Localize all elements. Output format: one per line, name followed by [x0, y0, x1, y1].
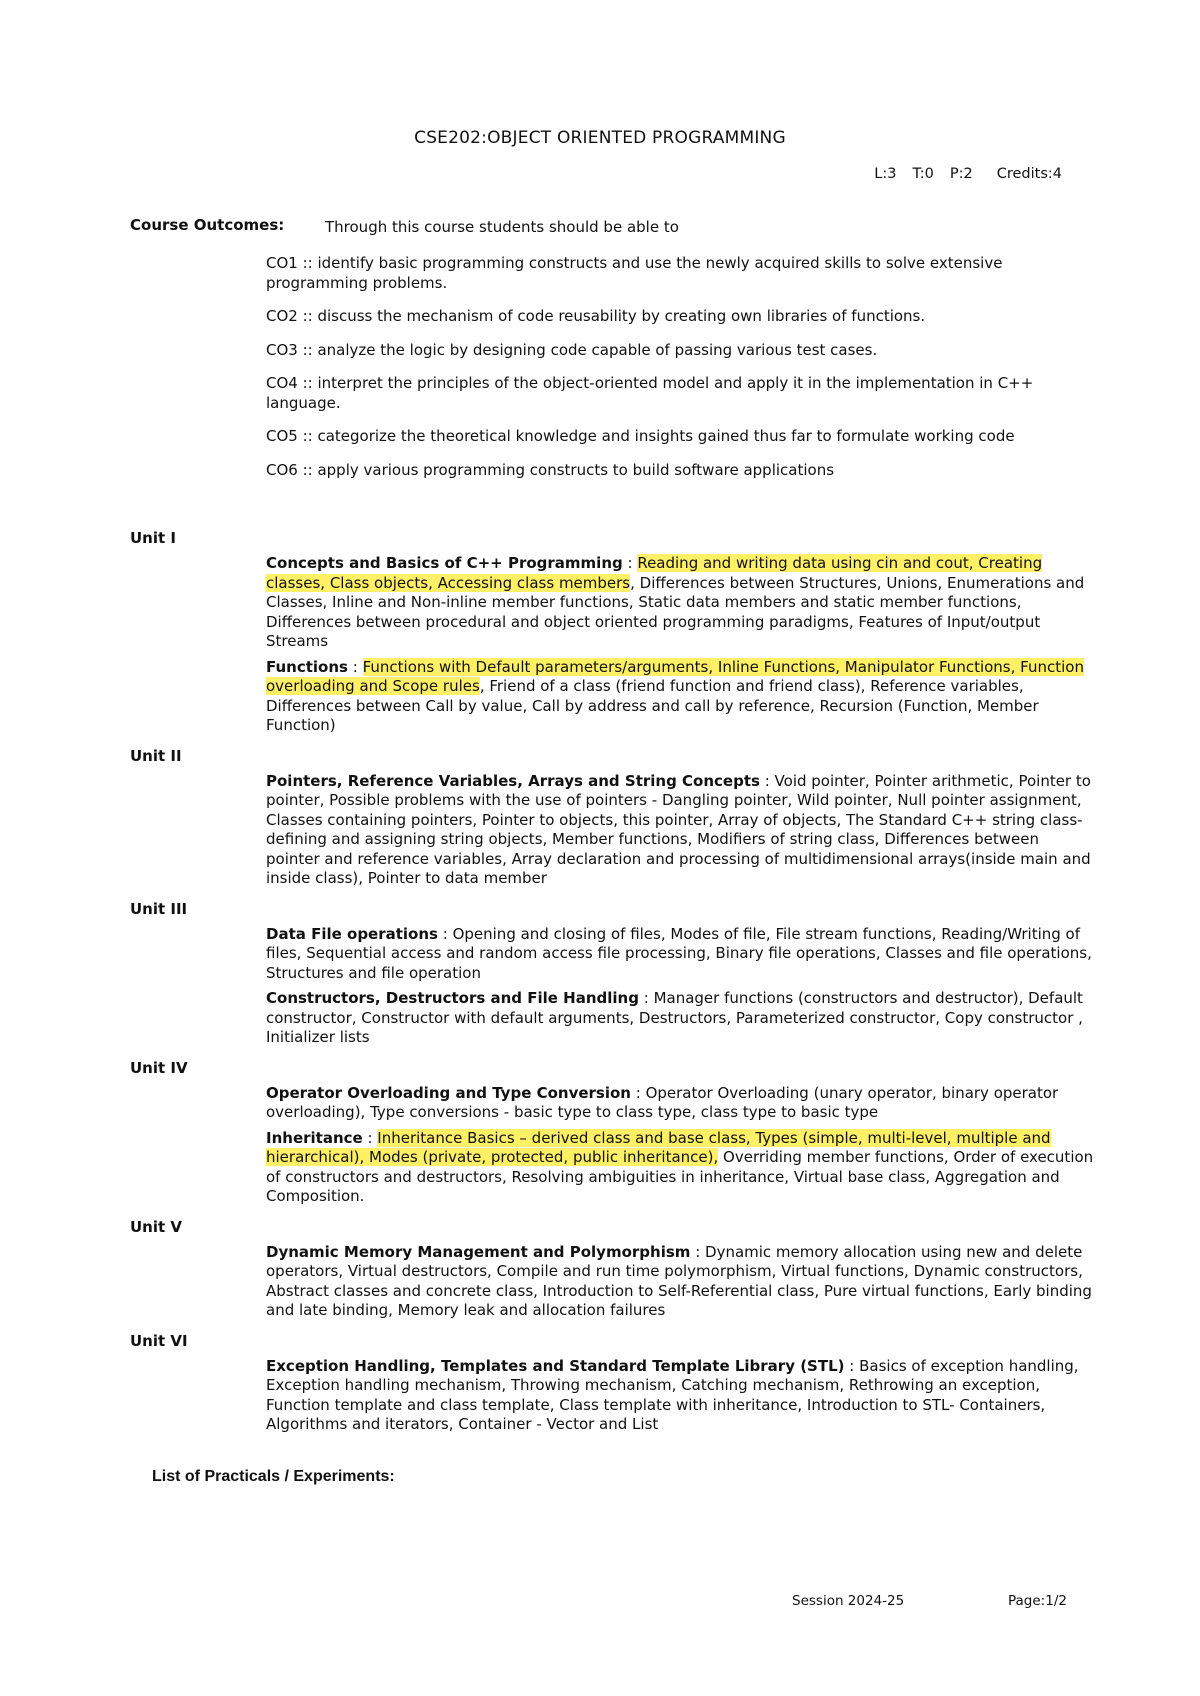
topic-title: Exception Handling, Templates and Standard Template Library (STL)	[266, 1356, 845, 1375]
course-outcome-item: CO3 :: analyze the logic by designing code capable of passing various test cases.	[266, 340, 878, 359]
unit-topic: Inheritance : Inheritance Basics – derived class and base class, Types (simple, multi-level, multiple and hierarchical), Modes (private, protected, public inheritance), Overriding member functions, Order of execution of constructors and destructors, Resolving ambiguities in inheritance, Virtual base class, Aggregation and Composition.	[266, 1128, 1094, 1205]
topic-title: Inheritance	[266, 1128, 363, 1147]
topic-highlight: Reading and writing data using cin and cout, Creating classes, Class objects, Accessing class members	[266, 554, 1043, 592]
topic-body: Basics of exception handling, Exception handling mechanism, Throwing mechanism, Catching mechanism, Rethrowing an exception, Function template and class template, Class template with inheritance, Introduction to STL- Containers, Algorithms and iterators, Container - Vector and List	[266, 1356, 1079, 1433]
practicals-heading: List of Practicals / Experiments:	[152, 1468, 395, 1485]
unit-topic: Operator Overloading and Type Conversion : Operator Overloading (unary operator, binary operator overloading), Type conversions - basic type to class type, class type to basic type	[266, 1083, 1059, 1121]
credit-structure	[874, 166, 1062, 182]
course-outcomes-list	[266, 254, 1066, 494]
lecture-hours: L:3	[874, 166, 897, 182]
total-credits: Credits:4	[996, 166, 1062, 182]
unit-topic: Data File operations : Opening and closing of files, Modes of file, File stream functions, Reading/Writing of files, Sequential access and random access file processing, Binary file operations, Classes and file operations, Structures and file operation	[266, 924, 1092, 982]
topic-title: Pointers, Reference Variables, Arrays and String Concepts	[266, 771, 760, 790]
tutorial-hours: T:0	[912, 166, 934, 182]
topic-title: Data File operations	[266, 924, 438, 943]
course-title: CSE202:OBJECT ORIENTED PROGRAMMING	[414, 128, 786, 148]
course-outcome-item: CO6 :: apply various programming constructs to build software applications	[266, 460, 835, 479]
topic-title: Concepts and Basics of C++ Programming	[266, 554, 623, 572]
unit-label: Unit III	[130, 899, 188, 918]
unit-label: Unit I	[130, 529, 176, 547]
unit-label: Unit II	[130, 746, 182, 765]
unit-topic: Pointers, Reference Variables, Arrays and String Concepts : Void pointer, Pointer arithmetic, Pointer to pointer, Possible problems with the use of pointers - Dangling pointer, Wild pointer, Null pointer assignment, Classes containing pointers, Pointer to objects, this pointer, Array of objects, The Standard C++ string class-defining and assigning string objects, Member functions, Modifiers of string class, Differences between pointer and reference variables, Array declaration and processing of multidimensional arrays(inside main and inside class), Pointer to data member	[266, 771, 1091, 887]
unit-topic: Functions : Functions with Default parameters/arguments, Inline Functions, Manipulator Functions, Function overloading and Scope rules, Friend of a class (friend function and friend class), Reference variables, Differences between Call by value, Call by address and call by reference, Recursion (Function, Member Function)	[266, 657, 1084, 734]
topic-title: Dynamic Memory Management and Polymorphism	[266, 1242, 691, 1261]
topic-body: Void pointer, Pointer arithmetic, Pointer to pointer, Possible problems with the use of pointers - Dangling pointer, Wild pointer, Null pointer assignment, Classes containing pointers, Pointer to objects, this pointer, Array of objects, The Standard C++ string class-defining and assigning string objects, Member functions, Modifiers of string class, Differences between pointer and reference variables, Array declaration and processing of multidimensional arrays(inside main and inside class), Pointer to data member	[266, 771, 1091, 887]
topic-body: , Differences between Structures, Unions, Enumerations and Classes, Inline and Non-inline member functions, Static data members and static member functions, Differences between procedural and object oriented programming paradigms, Features of Input/output Streams	[266, 573, 1085, 650]
topic-body: Opening and closing of files, Modes of file, File stream functions, Reading/Writing of files, Sequential access and random access file processing, Binary file operations, Classes and file operations, Structures and file operation	[266, 924, 1092, 982]
unit-topic: Exception Handling, Templates and Standard Template Library (STL) : Basics of exception handling, Exception handling mechanism, Throwing mechanism, Catching mechanism, Rethrowing an exception, Function template and class template, Class template with inheritance, Introduction to STL- Containers, Algorithms and iterators, Container - Vector and List	[266, 1356, 1079, 1433]
course-outcome-item: CO2 :: discuss the mechanism of code reusability by creating own libraries of functions.	[266, 307, 926, 325]
unit-label: Unit IV	[130, 1058, 188, 1077]
topic-highlight: Functions with Default parameters/arguments, Inline Functions, Manipulator Functions, Function overloading and Scope rules	[266, 657, 1084, 695]
topic-body: Manager functions (constructors and destructor), Default constructor, Constructor with default arguments, Destructors, Parameterized constructor, Copy constructor , Initializer lists	[266, 989, 1083, 1046]
unit-label: Unit VI	[130, 1331, 188, 1350]
unit-topic: Concepts and Basics of C++ Programming : Reading and writing data using cin and cout, Creating classes, Class objects, Accessing class members, Differences between Structures, Unions, Enumerations and Classes, Inline and Non-inline member functions, Static data members and static member functions, Differences between procedural and object oriented programming paradigms, Features of Input/output Streams	[266, 554, 1085, 650]
topic-highlight: Inheritance Basics – derived class and base class, Types (simple, multi-level, multiple and hierarchical), Modes (private, protected, public inheritance),	[266, 1128, 1051, 1166]
topic-body: Operator Overloading (unary operator, binary operator overloading), Type conversions - basic type to class type, class type to basic type	[266, 1083, 1059, 1121]
topic-body: Overriding member functions, Order of execution of constructors and destructors, Resolving ambiguities in inheritance, Virtual base class, Aggregation and Composition.	[266, 1148, 1094, 1205]
course-outcome-item: CO4 :: interpret the principles of the object-oriented model and apply it in the implementation in C++ language.	[266, 374, 1034, 412]
practical-hours: P:2	[949, 166, 973, 182]
footer-session: Session 2024-25	[792, 1593, 905, 1609]
unit-topic: Dynamic Memory Management and Polymorphism : Dynamic memory allocation using new and delete operators, Virtual destructors, Compile and run time polymorphism, Virtual functions, Dynamic constructors, Abstract classes and concrete class, Introduction to Self-Referential class, Pure virtual functions, Early binding and late binding, Memory leak and allocation failures	[266, 1242, 1092, 1319]
topic-title: Constructors, Destructors and File Handling	[266, 989, 639, 1007]
unit-topic: Constructors, Destructors and File Handling : Manager functions (constructors and destructor), Default constructor, Constructor with default arguments, Destructors, Parameterized constructor, Copy constructor , Initializer lists	[266, 989, 1083, 1046]
course-outcomes-intro: Through this course students should be able to	[325, 218, 679, 236]
topic-title: Operator Overloading and Type Conversion	[266, 1083, 631, 1102]
course-outcome-item: CO5 :: categorize the theoretical knowledge and insights gained thus far to formulate working code	[266, 427, 1015, 445]
footer-page-number: Page:1/2	[1008, 1593, 1067, 1609]
unit-label: Unit V	[130, 1217, 183, 1236]
units-section	[130, 529, 1110, 1441]
course-outcome-item: CO1 :: identify basic programming constructs and use the newly acquired skills to solve extensive programming problems.	[266, 254, 1003, 292]
topic-body: Dynamic memory allocation using new and delete operators, Virtual destructors, Compile and run time polymorphism, Virtual functions, Dynamic constructors, Abstract classes and concrete class, Introduction to Self-Referential class, Pure virtual functions, Early binding and late binding, Memory leak and allocation failures	[266, 1242, 1092, 1319]
course-outcomes-label: Course Outcomes:	[130, 216, 285, 234]
topic-title: Functions	[266, 657, 348, 676]
topic-body: , Friend of a class (friend function and friend class), Reference variables, Differences between Call by value, Call by address and call by reference, Recursion (Function, Member Function)	[266, 677, 1039, 734]
